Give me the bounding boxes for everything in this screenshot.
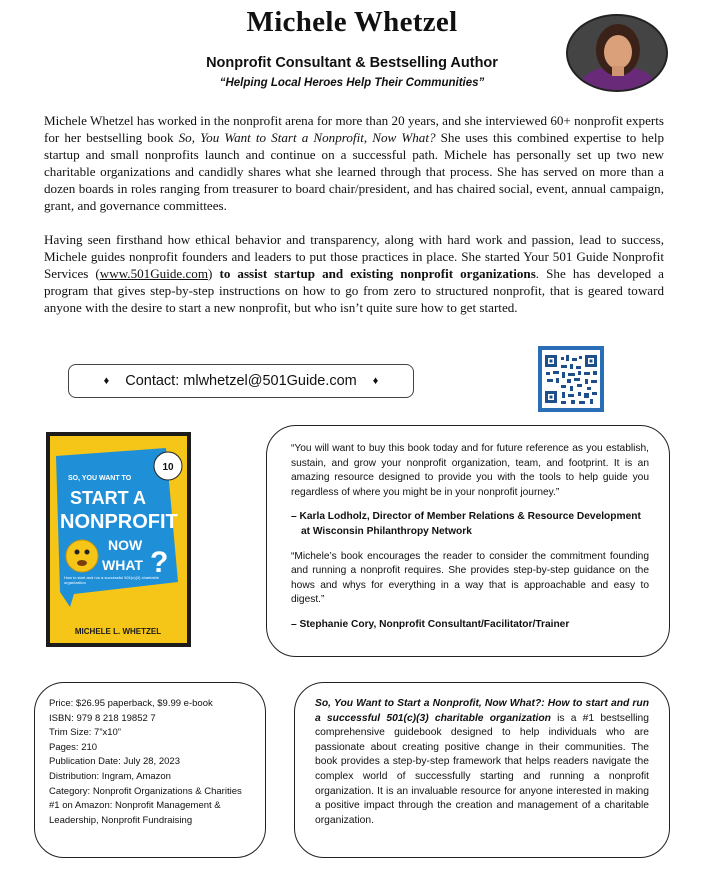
book-cover-line4: NOW <box>108 537 143 553</box>
book-cover-line3: NONPROFIT <box>60 511 178 533</box>
reviews-panel <box>266 425 670 657</box>
book-details-panel <box>34 682 266 858</box>
website-link[interactable]: www.501Guide.com <box>99 266 209 281</box>
book-cover-author: MICHELE L. WHETZEL <box>74 627 162 636</box>
book-cover-subtitle: How to start and run a successful 501(c)(3) charitable organization <box>64 575 159 585</box>
tagline: “Helping Local Heroes Help Their Communities” <box>219 77 485 89</box>
detail-isbn: ISBN: 979 8 218 19852 7 <box>49 712 156 724</box>
detail-publication-date: Publication Date: July 28, 2023 <box>49 756 180 768</box>
detail-pages: Pages: 210 <box>49 741 98 753</box>
review-quote-1: “You will want to buy this book today and for future reference as you establish, sustain, and grow your nonprofit organization, team, and footprint. It is an amazing resource designed to provide you with the tools to help guide you regardless of where you might be in your nonprofit journey.” <box>291 443 649 498</box>
qr-code-icon[interactable] <box>538 346 604 412</box>
diamond-icon: ♦ <box>372 375 379 387</box>
question-mark-icon: ? <box>150 546 169 579</box>
detail-amazon-ranking: #1 on Amazon: Nonprofit Management & Leadership, Nonprofit Fundraising <box>49 800 221 826</box>
review-author-1: – Karla Lodholz, Director of Member Relations & Resource Development at Wisconsin Philanthropy Network <box>291 511 641 537</box>
detail-trim-size: Trim Size: 7”x10” <box>49 727 121 739</box>
detail-price: Price: $26.95 paperback, $9.99 e-book <box>49 698 213 709</box>
book-description: is a #1 bestselling comprehensive guidebook designed to help individuals who are passionate about creating positive change in their communities. The book provides a step-by-step framework that helps readers navigate the complex world of successfully starting and running a nonprofit organization. It is an invaluable resource for anyone interested in making a positive impact through the creation and management of a charitable organization. <box>315 712 649 826</box>
author-photo <box>566 14 668 92</box>
diamond-icon: ♦ <box>103 375 110 387</box>
book-cover-line5: WHAT <box>102 557 143 573</box>
book-description-panel <box>294 682 670 858</box>
book-cover-line1: SO, YOU WANT TO <box>68 475 132 482</box>
bio-paragraph-2: Having seen firsthand how ethical behavior and transparency, along with hard work and passion, lead to success, Michele guides nonprofit founders and leaders to put those practices in place. She started Your 501 Guide Nonprofit Services (www.501Guide.com) to assist startup and existing nonprofit organizations. She has developed a program that gives step-by-step instructions on how to go from zero to structured nonprofit, that is geared toward anyone with the desire to start a new nonprofit, but who isn’t quite sure how to get started. <box>44 232 664 315</box>
book-title-inline: So, You Want to Start a Nonprofit, Now What? <box>178 130 436 145</box>
contact-email[interactable]: Contact: mlwhetzel@501Guide.com <box>125 373 357 389</box>
bio-paragraph-1: Michele Whetzel has worked in the nonprofit arena for more than 20 years, and she interviewed 60+ nonprofit experts for her bestselling book So, You Want to Start a Nonprofit, Now What? She uses this combined expertise to help startup and small nonprofits launch and continue on a successful path. Michele has personally set up two new charitable organizations and candidly shares what she learned through that process. She has served on more than a dozen boards in roles ranging from treasurer to board chair/president, and has chaired social, event, annual campaign, grant, and governance committees. <box>44 113 665 213</box>
review-quote-2: “Michele’s book encourages the reader to consider the commitment founding and running a nonprofit requires. She provides step-by-step guidance on the hows and whys for everything in a way that is approachable and easy to digest.” <box>291 550 649 606</box>
book-cover-line2: START A <box>70 488 146 508</box>
author-name: Michele Whetzel <box>246 6 458 38</box>
detail-category: Category: Nonprofit Organizations & Charities <box>49 785 242 797</box>
contact-box[interactable] <box>68 364 414 398</box>
review-author-2: – Stephanie Cory, Nonprofit Consultant/Facilitator/Trainer <box>291 618 570 630</box>
detail-distribution: Distribution: Ingram, Amazon <box>49 770 171 782</box>
book-full-title: So, You Want to Start a Nonprofit, Now What?: How to start and run a successful 501(c)(3) charitable organization <box>315 698 649 724</box>
author-role: Nonprofit Consultant & Bestselling Author <box>206 55 498 71</box>
book-cover <box>46 432 191 647</box>
book-badge: 10 <box>162 462 174 473</box>
